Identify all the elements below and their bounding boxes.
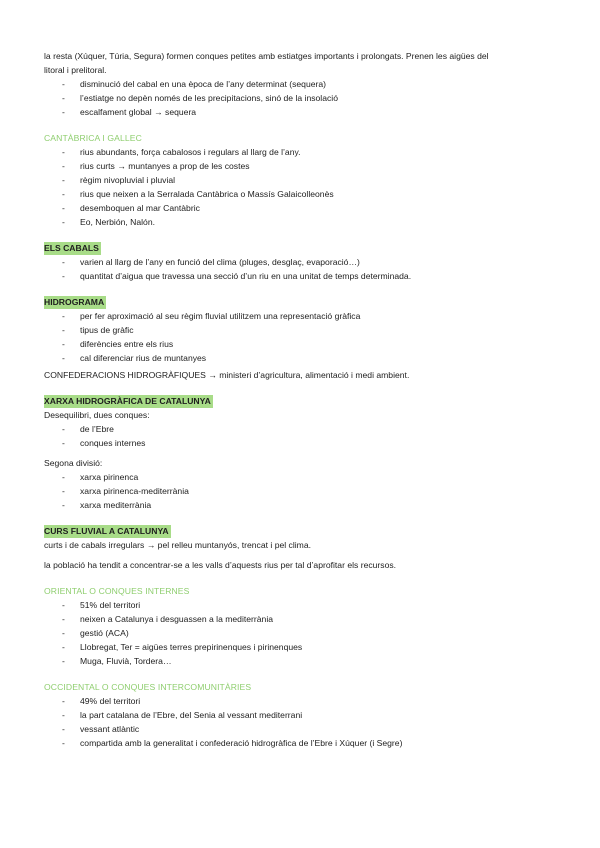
confederacions-text: CONFEDERACIONS HIDROGRÀFIQUES → ministeri d’agricultura, alimentació i medi ambient.	[44, 370, 410, 380]
list-item: - règim nivopluvial i pluvial	[62, 175, 176, 185]
list-item: - rius que neixen a la Serralada Cantàbrica o Massís Galaicolleonès	[62, 189, 334, 199]
list-item: - conques internes	[62, 438, 146, 448]
list-item: - neixen a Catalunya i desguassen a la mediterrània	[62, 614, 274, 624]
list-item: - rius abundants, força cabalosos i regulars al llarg de l’any.	[62, 147, 301, 157]
list-item: - Llobregat, Ter = aigües terres prepirinenques i pirinenques	[62, 642, 303, 652]
segona-divisio-text: Segona divisió:	[44, 458, 103, 468]
heading-occidental: OCCIDENTAL O CONQUES INTERCOMUNITÀRIES	[44, 682, 252, 692]
conques-list	[44, 422, 558, 450]
hidrograma-list	[44, 309, 558, 365]
list-item: - escalfament global → sequera	[62, 107, 197, 117]
intro-paragraph-line-1: la resta (Xúquer, Túria, Segura) formen conques petites amb estiatges importants i prolongats. Prenen les aigües del	[44, 51, 489, 61]
desequilibri-text: Desequilibri, dues conques:	[44, 410, 150, 420]
list-item: - vessant atlàntic	[62, 724, 140, 734]
heading-cantabrica: CANTÀBRICA I GALLEC	[44, 133, 142, 143]
list-item: - Muga, Fluvià, Tordera…	[62, 656, 172, 666]
occidental-list	[44, 694, 558, 750]
list-item: - 49% del territori	[62, 696, 141, 706]
page-content	[44, 49, 558, 750]
list-item: - compartida amb la generalitat i confederació hidrogràfica de l’Ebre i Xúquer (i Segre)	[62, 738, 403, 748]
curs-text-1: curts i de cabals irregulars → pel relleu muntanyós, trencat i pel clima.	[44, 540, 311, 550]
curs-text-2: la població ha tendit a concentrar-se a les valls d’aquests rius per tal d’aprofitar els recursos.	[44, 560, 397, 570]
heading-xarxa-hidrografica: XARXA HIDROGRÀFICA DE CATALUNYA	[44, 396, 211, 406]
intro-paragraph-line-2: litoral i prelitoral.	[44, 65, 107, 75]
list-item: - Eo, Nerbión, Nalón.	[62, 217, 155, 227]
list-item: - xarxa pirinenca-mediterrània	[62, 486, 189, 496]
list-item: - per fer aproximació al seu règim fluvial utilitzem una representació gràfica	[62, 311, 361, 321]
list-item: - xarxa pirinenca	[62, 472, 139, 482]
list-item: - quantitat d’aigua que travessa una secció d’un riu en una unitat de temps determinada.	[62, 271, 412, 281]
oriental-list	[44, 598, 558, 668]
list-item: - varien al llarg de l’any en funció del clima (pluges, desglaç, evaporació…)	[62, 257, 360, 267]
heading-oriental: ORIENTAL O CONQUES INTERNES	[44, 586, 190, 596]
list-item: - la part catalana de l’Ebre, del Senia al vessant mediterrani	[62, 710, 303, 720]
intro-list	[44, 77, 558, 119]
list-item: - cal diferenciar rius de muntanyes	[62, 353, 207, 363]
list-item: - tipus de gràfic	[62, 325, 134, 335]
heading-els-cabals: ELS CABALS	[44, 243, 99, 253]
list-item: - disminució del cabal en una època de l’any determinat (sequera)	[62, 79, 327, 89]
list-item: - l’estiatge no depèn només de les precipitacions, sinó de la insolació	[62, 93, 338, 103]
list-item: - desemboquen al mar Cantàbric	[62, 203, 200, 213]
list-item: - diferències entre els rius	[62, 339, 174, 349]
divisio-list	[44, 470, 558, 512]
cabals-list	[44, 255, 558, 283]
list-item: - xarxa mediterrània	[62, 500, 152, 510]
heading-curs-fluvial: CURS FLUVIAL A CATALUNYA	[44, 526, 169, 536]
list-item: - 51% del territori	[62, 600, 141, 610]
list-item: - de l’Ebre	[62, 424, 114, 434]
heading-hidrograma: HIDROGRAMA	[44, 297, 105, 307]
list-item: - rius curts → muntanyes a prop de les costes	[62, 161, 250, 171]
cantabrica-list	[44, 145, 558, 229]
list-item: - gestió (ACA)	[62, 628, 129, 638]
